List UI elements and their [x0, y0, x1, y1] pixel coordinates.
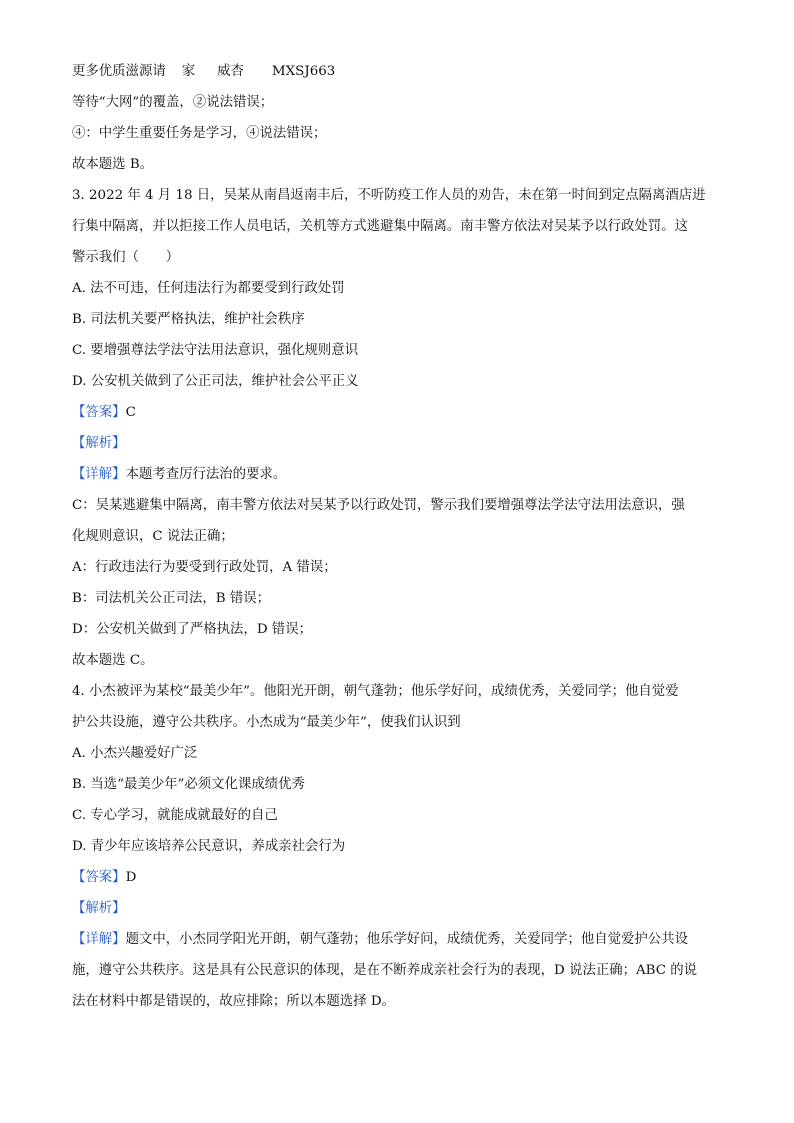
q4-option-d: D. 青少年应该培养公民意识，养成亲社会行为 [72, 839, 346, 854]
q2-conclusion: 故本题选 B。 [72, 157, 154, 172]
q4-answer [72, 862, 724, 893]
q3-conclusion: 故本题选 C。 [72, 653, 154, 668]
q4-detail-line-3: 法在材料中都是错误的，故应排除；所以本题选择 D。 [72, 994, 395, 1009]
q3-option-a: A. 法不可违，任何违法行为都要受到行政处罚 [72, 281, 345, 296]
q4-option-c: C. 专心学习，就能成就最好的自己 [72, 808, 278, 823]
q4-detail-line-2: 施，遵守公共秩序。这是具有公民意识的体现，是在不断养成亲社会行为的表现，D 说法正确；ABC 的说 [72, 963, 698, 978]
q2-tail-line-2: ④：中学生重要任务是学习，④说法错误； [72, 126, 327, 141]
q4-stem-line-1: 4. 小杰被评为某校“最美少年”。他阳光开朗，朝气蓬勃；他乐学好问，成绩优秀，关爱同学；他自觉爱 [72, 684, 679, 699]
q3-option-d: D. 公安机关做到了公正司法，维护社会公平正义 [72, 374, 359, 389]
header-text-1: 更多优质滋源请 [72, 64, 166, 79]
answer-value: D [125, 870, 137, 885]
q3-stem-line-2: 行集中隔离，并以拒接工作人员电话，关机等方式逃避集中隔离。南丰警方依法对吴某予以行政处罚。这 [72, 219, 688, 234]
q3-option-b: B. 司法机关要严格执法，维护社会秩序 [72, 312, 305, 327]
q3-explain-a: A：行政违法行为要受到行政处罚，A 错误； [72, 560, 337, 575]
q4-stem-line-2: 护公共设施，遵守公共秩序。小杰成为“最美少年”，使我们认识到 [72, 715, 461, 730]
watermark-header [72, 56, 724, 87]
q3-explain-c-line-1: C：吴某逃避集中隔离，南丰警方依法对吴某予以行政处罚，警示我们要增强尊法学法守法用法意识，强 [72, 498, 685, 513]
q4-detail-line-1 [72, 924, 724, 955]
q2-tail-line-1: 等待“大网”的覆盖，②说法错误； [72, 95, 274, 110]
q3-explain-b: B：司法机关公正司法，B 错误； [72, 591, 271, 606]
q3-detail [72, 459, 724, 490]
q4-analysis [72, 893, 724, 924]
q3-stem-line-1: 3. 2022 年 4 月 18 日，吴某从南昌返南丰后，不听防疫工作人员的劝告，未在第一时间到定点隔离酒店进 [72, 188, 706, 203]
q3-analysis [72, 428, 724, 459]
detail-text: 题文中，小杰同学阳光开朗，朝气蓬勃；他乐学好问，成绩优秀，关爱同学；他自觉爱护公共设 [125, 932, 688, 947]
q3-explain-d: D：公安机关做到了严格执法，D 错误； [72, 622, 312, 637]
q3-option-c: C. 要增强尊法学法守法用法意识，强化规则意识 [72, 343, 359, 358]
q3-stem-line-3: 警示我们（ ） [72, 250, 180, 265]
q3-answer [72, 397, 724, 428]
answer-value: C [125, 405, 136, 420]
q3-explain-c-line-2: 化规则意识，C 说法正确； [72, 529, 234, 544]
q4-option-b: B. 当选“最美少年”必须文化课成绩优秀 [72, 777, 305, 792]
detail-tag: 【详解】 [72, 467, 126, 482]
detail-tag: 【详解】 [72, 932, 126, 947]
header-code: MXSJ663 [271, 64, 336, 79]
answer-tag: 【答案】 [72, 870, 126, 885]
analysis-tag: 【解析】 [72, 901, 126, 916]
header-text-3: 威杏 [217, 64, 244, 79]
header-text-2: 家 [181, 64, 196, 79]
analysis-tag: 【解析】 [72, 436, 126, 451]
answer-tag: 【答案】 [72, 405, 126, 420]
q4-option-a: A. 小杰兴趣爱好广泛 [72, 746, 198, 761]
detail-text: 本题考查厉行法治的要求。 [125, 467, 287, 482]
document-page [72, 56, 724, 1017]
